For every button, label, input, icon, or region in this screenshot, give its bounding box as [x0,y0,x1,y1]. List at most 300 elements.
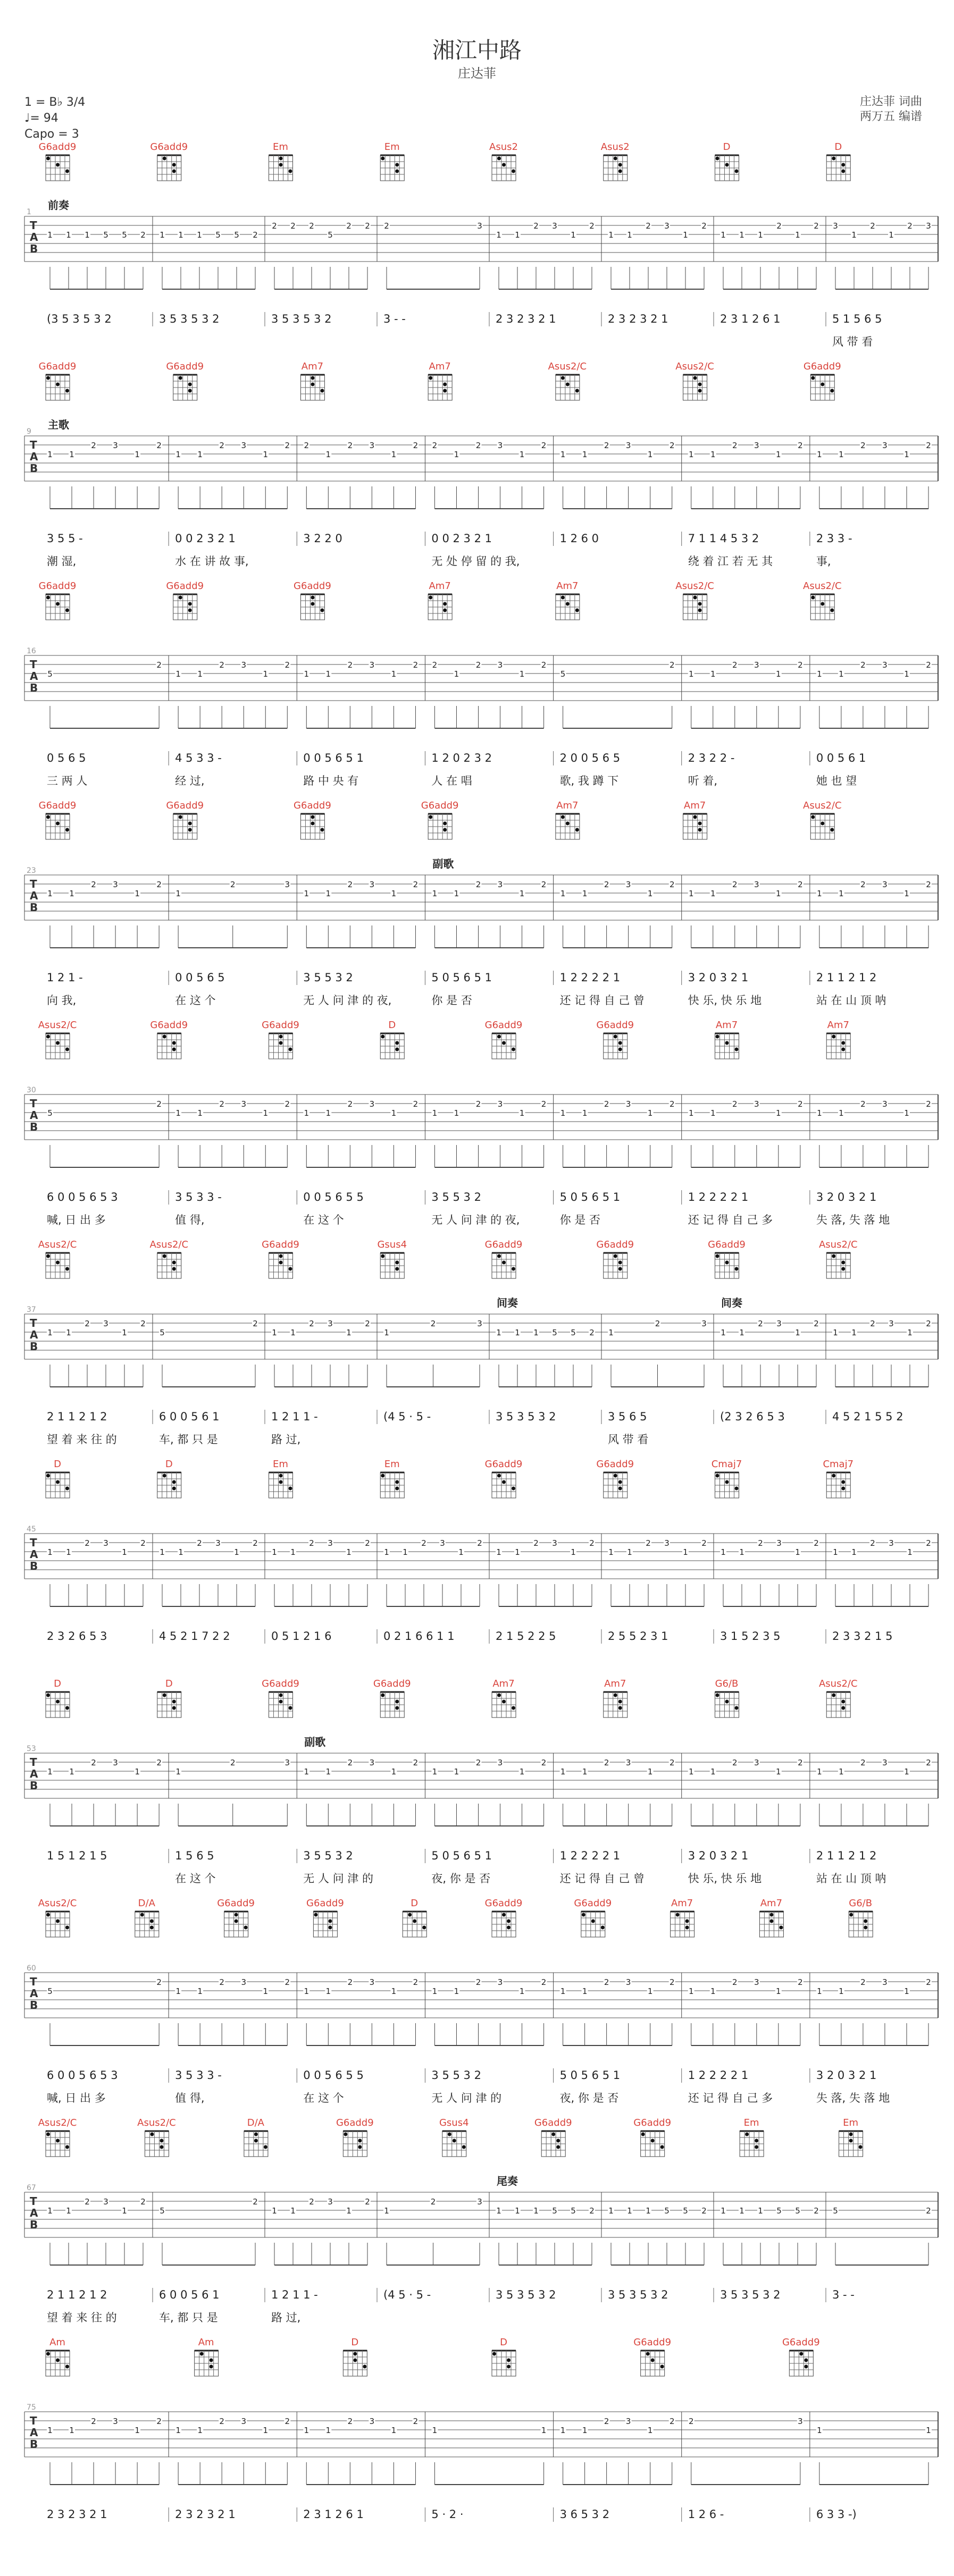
jianpu-numbers: 5 0 5 6 5 1 [431,1849,492,1862]
tab-fret: 2 [758,1538,763,1548]
chord-name: Am7 [683,800,706,811]
jianpu-numbers: 0 0 5 6 5 5 [303,2069,364,2082]
measure-number: 23 [27,866,36,875]
tab-fret: 1 [541,2426,547,2435]
tab-fret: 2 [365,1319,370,1328]
tab-fret: 1 [234,1547,239,1557]
tab-fret: 2 [365,221,370,231]
lyric-text: 歌, 我 蹲 下 [559,775,619,787]
lyric-text: 风 带 看 [608,1433,649,1446]
tab-fret: 3 [497,1977,503,1987]
tab-fret: 1 [519,1986,525,1996]
tab-fret: 5 [160,1328,165,1337]
lyric-text: 还 记 得 自 己 曾 [559,994,645,1007]
tab-fret: 1 [384,2206,389,2216]
chord-diagram [145,2131,169,2157]
tab-fret: 2 [732,441,738,450]
jianpu-numbers: 1 2 1 1 - [271,2288,318,2301]
chord-diagram [46,2351,70,2376]
tab-fret: 1 [69,1767,74,1777]
tab-fret: 2 [430,2197,436,2207]
tab-fret: 3 [369,441,375,450]
svg-text:T: T [30,1097,37,1110]
tab-fret: 2 [926,2206,931,2216]
tab-fret: 1 [683,1547,688,1557]
chord-diagram [683,814,707,839]
tab-fret: 2 [284,441,290,450]
tab-fret: 3 [328,1538,333,1548]
tab-fret: 1 [454,1986,459,1996]
tab-fret: 3 [625,880,631,889]
tab-fret: 2 [197,1538,202,1548]
lyric-text: 值 得, [175,2092,205,2104]
tab-fret: 2 [701,2206,707,2216]
tab-fret: 2 [91,441,96,450]
tab-fret: 1 [197,1986,203,1996]
lyric-text: 车, 都 只 是 [159,2311,218,2324]
chord-name: G6add9 [150,1020,188,1031]
chord-name: Asus2/C [38,2117,77,2128]
chord-diagram [46,1692,70,1718]
jianpu-numbers: (3 5 3 5 3 2 [47,313,112,325]
chord-diagram [269,1033,293,1059]
measure-number: 1 [27,208,31,216]
tab-fret: 1 [688,889,694,898]
tab-fret: 2 [413,1099,419,1109]
tab-fret: 2 [347,1099,353,1109]
tab-fret: 1 [66,1328,71,1337]
lyric-text: 事, [816,555,831,568]
chord-diagram [826,1692,850,1718]
tab-fret: 5 [683,2206,688,2216]
chord-diagram [492,1912,516,1937]
jianpu-numbers: 3 2 0 3 2 1 [816,2069,877,2082]
tab-fret: 2 [646,221,651,231]
chord-name: Asus2/C [38,1898,77,1909]
tab-fret: 1 [889,230,894,240]
tab-fret: 2 [732,1099,738,1109]
tab-fret: 3 [754,1758,759,1767]
tab-fret: 1 [721,1547,726,1557]
tab-fret: 1 [432,1986,438,1996]
chord-name: Asus2/C [803,580,842,592]
chord-name: D [723,141,731,153]
tab-fret: 1 [69,450,74,459]
lyric-text: 无 人 问 津 的 [303,1872,373,1885]
jianpu-numbers: 2 3 1 2 6 1 [720,313,781,325]
chord-diagram [46,1033,70,1059]
tab-fret: 1 [817,2426,822,2435]
chord-name: Gsus4 [377,1239,407,1250]
tab-fret: 1 [384,1328,389,1337]
tab-fret: 1 [304,2426,309,2435]
tab-fret: 3 [215,1538,221,1548]
tab-fret: 3 [369,1099,375,1109]
tab-fret: 1 [47,450,53,459]
song-title: 湘江中路 [432,37,522,63]
tab-fret: 1 [776,450,781,459]
tab-fret: 1 [582,2426,588,2435]
chord-diagram [46,375,70,400]
chord-name: Asus2 [489,141,518,153]
tab-fret: 2 [253,1319,258,1328]
jianpu-numbers: 5 0 5 6 5 1 [431,971,492,984]
svg-text:T: T [30,878,37,890]
tab-fret: 2 [926,1538,931,1548]
chord-name: Asus2/C [818,1678,858,1689]
chord-diagram [269,1472,293,1498]
tab-fret: 2 [541,660,547,670]
tab-fret: 2 [798,1758,803,1767]
jianpu-numbers: 3 5 3 5 3 2 [496,2288,556,2301]
lyric-text: 失 落, 失 落 地 [816,2092,890,2104]
tab-fret: 1 [263,1986,269,1996]
tab-fret: 2 [798,1977,803,1987]
measure-number: 45 [27,1525,36,1534]
tab-fret: 1 [454,889,459,898]
chord-name: G6add9 [484,1239,523,1250]
system-line [24,2337,938,2522]
chord-name: Asus2/C [38,1239,77,1250]
chord-diagram [604,1692,627,1718]
tab-fret: 1 [839,669,844,679]
chord-diagram [224,1912,248,1937]
chord-name: G6add9 [596,1459,634,1470]
tab-fret: 1 [839,889,844,898]
tab-clef [30,1317,38,1353]
tab-fret: 1 [688,450,694,459]
tab-fret: 3 [625,1099,631,1109]
tab-fret: 2 [926,660,931,670]
chord-diagram [442,2131,466,2157]
chord-name: G6add9 [484,1020,523,1031]
tab-fret: 3 [284,1758,290,1767]
tab-fret: 3 [882,660,888,670]
tab-fret: 5 [560,669,566,679]
tab-fret: 1 [47,2426,53,2435]
chord-name: Em [273,1459,288,1470]
lyric-text: 望 着 来 往 的 [47,1433,117,1446]
svg-text:T: T [30,1756,37,1769]
jianpu-numbers: 1 2 1 1 - [271,1410,318,1423]
lyric-text: 三 两 人 [47,775,88,787]
tab-fret: 1 [776,1108,781,1118]
tab-fret: 1 [391,450,397,459]
tab-fret: 1 [122,1328,127,1337]
tab-fret: 1 [776,889,781,898]
chord-diagram [157,155,181,181]
tab-fret: 5 [328,230,333,240]
tab-fret: 1 [817,1986,822,1996]
lyric-text: 你 是 否 [431,994,472,1007]
chord-diagram [135,1912,159,1937]
chord-name: G6add9 [166,800,204,811]
chord-diagram [492,155,516,181]
tab-fret: 2 [589,1538,595,1548]
jianpu-numbers: 0 0 2 3 2 1 [175,532,236,545]
chord-diagram [380,1253,404,1278]
tab-fret: 3 [497,880,503,889]
tab-fret: 1 [135,450,140,459]
jianpu-numbers: 0 0 2 3 2 1 [431,532,492,545]
section-label: 间奏 [497,1297,518,1309]
chord-diagram [556,594,580,620]
tab-fret: 1 [627,1547,632,1557]
tab-fret: 1 [160,230,165,240]
tab-fret: 1 [391,669,397,679]
chord-diagram [244,2131,268,2157]
chord-diagram [428,594,452,620]
chord-name: G6add9 [421,800,459,811]
tab-fret: 2 [91,1758,96,1767]
chord-name: G6add9 [294,800,331,811]
tab-fret: 1 [496,2206,501,2216]
tab-fret: 1 [47,889,53,898]
chord-name: D [834,141,842,153]
tab-fret: 3 [241,660,247,670]
svg-text:T: T [30,1317,37,1329]
tab-fret: 2 [604,1758,609,1767]
tab-fret: 1 [647,2426,653,2435]
tab-fret: 1 [325,669,331,679]
chord-diagram [683,594,707,620]
chord-diagram [715,1472,739,1498]
chord-diagram [556,814,580,839]
tab-fret: 1 [391,2426,397,2435]
section-label: 副歌 [432,857,454,870]
tab-fret: 5 [103,230,108,240]
jianpu-numbers: 2 3 3 - [816,532,852,545]
tab-fret: 1 [175,2426,181,2435]
chord-name: G6add9 [708,1239,746,1250]
tempo-marking: ♩= 94 [24,112,58,125]
tab-fret: 1 [304,1767,309,1777]
tab-fret: 3 [369,660,375,670]
svg-text:A: A [30,450,38,463]
chord-diagram [683,375,707,400]
tab-fret: 1 [263,450,269,459]
lyric-text: 还 记 得 自 己 多 [688,1214,773,1226]
tab-fret: 3 [328,1319,333,1328]
jianpu-numbers: 5 0 5 6 5 1 [559,2069,621,2082]
system-line [24,800,938,1007]
system-line [24,141,938,348]
tab-fret: 1 [432,889,438,898]
svg-text:B: B [30,2438,38,2451]
tab-fret: 2 [156,1758,162,1767]
jianpu-numbers: 2 3 2 6 5 3 [47,1630,107,1643]
tab-fret: 2 [860,660,866,670]
tab-fret: 1 [66,230,71,240]
tab-fret: 3 [369,1977,375,1987]
tab-fret: 2 [541,441,547,450]
tab-fret: 2 [309,221,314,231]
jianpu-numbers: 0 2 1 6 6 1 1 [383,1630,455,1643]
jianpu-numbers: 2 3 2 3 2 1 [175,2508,236,2521]
jianpu-numbers: 1 2 2 2 2 1 [688,1191,749,1203]
tab-fret: 1 [175,1767,181,1777]
tab-fret: 2 [284,660,290,670]
tab-fret: 1 [608,1547,614,1557]
tab-fret: 1 [739,1547,744,1557]
tab-fret: 2 [413,660,419,670]
chord-diagram [641,2131,665,2157]
tab-fret: 3 [798,2417,803,2426]
svg-text:B: B [30,2218,38,2231]
chord-diagram [789,2351,813,2376]
chord-diagram [715,1253,739,1278]
tab-fret: 1 [839,1108,844,1118]
chord-name: Em [743,2117,759,2128]
tab-fret: 2 [926,880,931,889]
svg-text:A: A [30,1548,38,1561]
jianpu-numbers: 2 3 2 2 - [688,752,735,764]
tab-fret: 3 [754,1977,759,1987]
chord-diagram [269,155,293,181]
tab-fret: 5 [47,1108,53,1118]
chord-name: G6add9 [596,1239,634,1250]
tab-fret: 1 [627,230,632,240]
lyric-text: 失 落, 失 落 地 [816,1214,890,1226]
tab-fret: 1 [519,1108,525,1118]
tab-fret: 1 [47,1547,53,1557]
jianpu-numbers: 2 5 5 2 3 1 [608,1630,668,1643]
section-label: 副歌 [304,1736,326,1748]
system-line [24,1678,938,1885]
tab-fret: 3 [369,2417,375,2426]
chord-name: D/A [138,1898,155,1909]
tab-fret: 1 [647,450,653,459]
tab-fret: 1 [515,230,520,240]
svg-text:B: B [30,1560,38,1572]
lyric-text: 夜, 你 是 否 [559,2092,619,2104]
chord-name: Am7 [429,361,451,372]
jianpu-numbers: 2 3 3 2 1 5 [832,1630,893,1643]
tab-fret: 1 [519,889,525,898]
tab-fret: 2 [156,441,162,450]
tab-fret: 2 [701,221,707,231]
tab-fret: 2 [870,221,875,231]
chord-name: Am7 [604,1678,626,1689]
tab-clef [30,878,38,914]
jianpu-numbers: 3 2 2 0 [303,532,342,545]
tab-fret: 5 [795,2206,800,2216]
chord-diagram [46,814,70,839]
tab-fret: 2 [798,660,803,670]
tab-fret: 1 [533,1328,539,1337]
tab-fret: 1 [391,1767,397,1777]
jianpu-numbers: 2 1 1 2 1 2 [47,1410,107,1423]
tab-fret: 2 [646,1538,651,1548]
chord-name: Cmaj7 [711,1459,742,1470]
tab-fret: 1 [304,1108,309,1118]
chord-diagram [46,1472,70,1498]
chord-diagram [300,375,324,400]
tab-clef [30,1975,38,2011]
tab-fret: 2 [533,1538,539,1548]
chord-diagram [380,1692,404,1718]
tab-fret: 2 [219,441,224,450]
tab-fret: 2 [91,880,96,889]
tab-fret: 2 [85,2197,90,2207]
tab-fret: 2 [284,1977,290,1987]
chord-name: Asus2/C [803,800,842,811]
measure-number: 53 [27,1745,36,1753]
tab-fret: 2 [219,1977,224,1987]
tab-fret: 1 [758,230,763,240]
chord-diagram [810,594,834,620]
tab-fret: 1 [817,450,822,459]
chord-diagram [380,155,404,181]
tab-fret: 3 [477,1319,482,1328]
tab-fret: 1 [851,1328,857,1337]
tab-clef [30,1536,38,1572]
chord-diagram [715,1033,739,1059]
tab-fret: 3 [754,441,759,450]
jianpu-numbers: 3 6 5 3 2 [559,2508,610,2521]
tab-fret: 3 [625,1758,631,1767]
chord-diagram [300,594,324,620]
tab-fret: 2 [860,880,866,889]
lyric-text: 人 在 唱 [431,775,472,787]
tab-fret: 3 [882,880,888,889]
tab-fret: 1 [776,1986,781,1996]
tab-fret: 1 [515,1547,520,1557]
tab-fret: 1 [69,2426,74,2435]
tab-fret: 2 [798,1099,803,1109]
tab-fret: 1 [851,1547,857,1557]
tab-fret: 2 [475,441,481,450]
lyric-text: 在 这 个 [303,2092,344,2104]
jianpu-numbers: 2 3 2 3 2 1 [47,2508,107,2521]
tab-fret: 1 [582,1108,588,1118]
tab-fret: 1 [582,450,588,459]
chord-name: G6add9 [38,361,77,372]
tab-fret: 2 [926,1319,931,1328]
tab-fret: 1 [519,669,525,679]
tab-fret: 2 [365,1538,370,1548]
chord-diagram [269,1253,293,1278]
tab-fret: 1 [197,669,203,679]
tab-fret: 1 [833,1547,838,1557]
tab-fret: 1 [304,669,309,679]
tab-fret: 1 [647,889,653,898]
chord-name: G6add9 [596,1020,634,1031]
system-line [24,1239,938,1446]
jianpu-numbers: 3 - - [383,313,406,325]
tab-fret: 3 [284,880,290,889]
tab-fret: 1 [515,2206,520,2216]
tab-fret: 1 [571,1547,576,1557]
chord-name: G6add9 [336,2117,374,2128]
tab-clef [30,439,38,475]
tab-fret: 3 [552,1538,557,1548]
jianpu-numbers: 6 0 0 5 6 5 3 [47,1191,118,1203]
tab-fret: 1 [795,1328,800,1337]
chord-name: G6add9 [262,1239,299,1250]
tab-fret: 2 [669,1758,675,1767]
svg-text:T: T [30,658,37,671]
tab-fret: 1 [907,1547,913,1557]
tab-fret: 2 [475,1758,481,1767]
tab-fret: 2 [432,660,438,670]
chord-name: Em [843,2117,859,2128]
jianpu-numbers: 5 1 5 6 5 [832,313,882,325]
tab-fret: 1 [384,1547,389,1557]
jianpu-numbers: 3 5 6 5 [608,1410,647,1423]
jianpu-numbers: 3 5 5 - [47,532,83,545]
tab-fret: 2 [814,221,819,231]
